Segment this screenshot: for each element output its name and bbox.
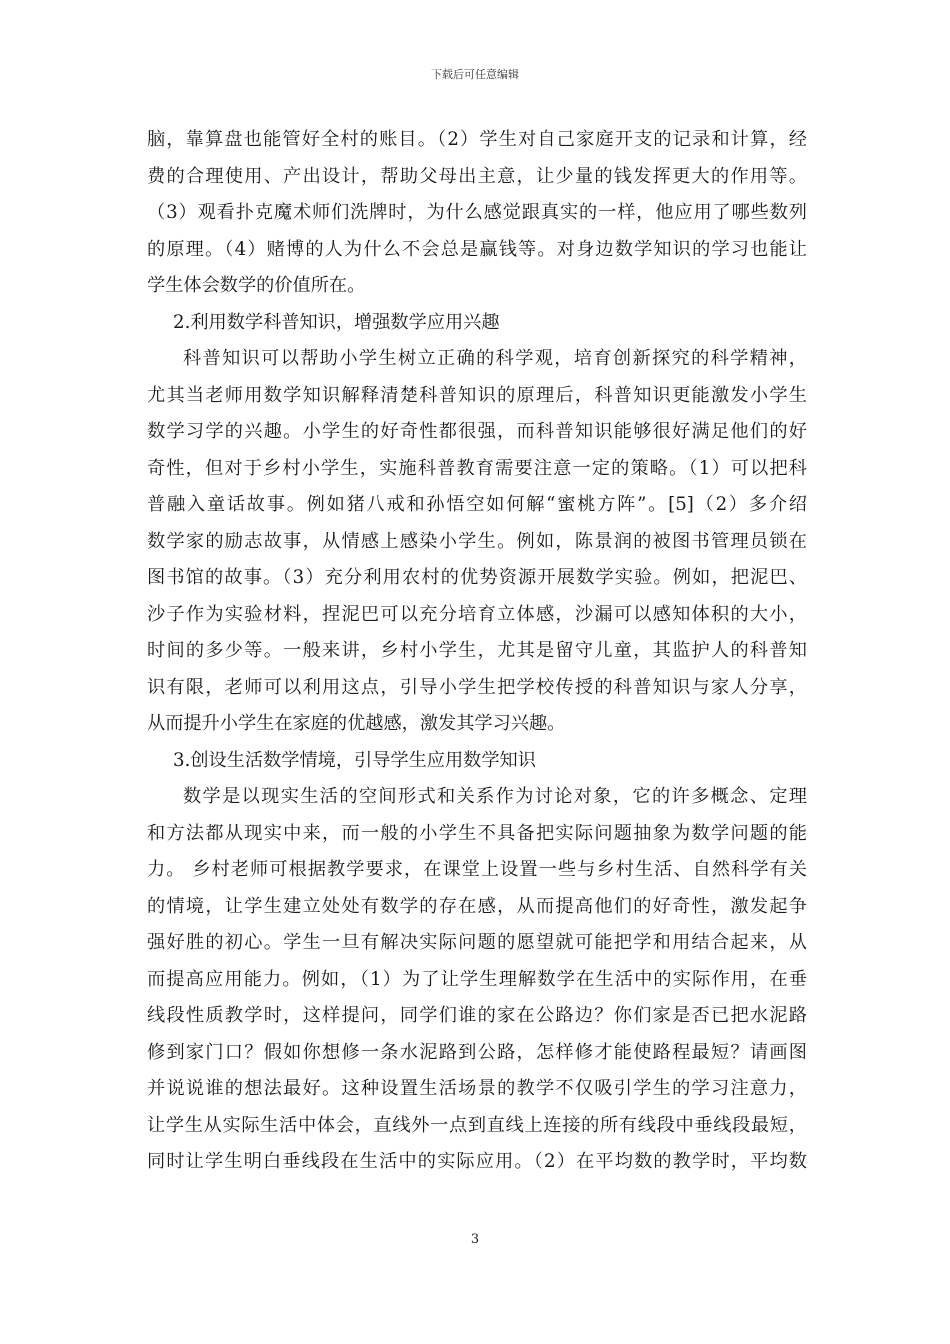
section-heading: 2.利用数学科普知识，增强数学应用兴趣 <box>173 311 500 333</box>
body-text-line: 图书馆的故事。（3）充分利用农村的优势资源开展数学实验。例如，把泥巴、 <box>147 567 807 588</box>
body-text-line: 让学生从实际生活中体会，直线外一点到直线上连接的所有线段中垂线段最短， <box>147 1114 807 1136</box>
body-text-line: 数学习学的兴趣。小学生的好奇性都很强，而科普知识能够很好满足他们的好 <box>147 421 807 442</box>
body-text-line: 脑，靠算盘也能管好全村的账目。（2）学生对自己家庭开支的记录和计算，经 <box>147 129 807 150</box>
body-text-line: 线段性质教学时，这样提问，同学们谁的家在公路边？你们家是否已把水泥路 <box>147 1005 807 1026</box>
body-text-line: （3）观看扑克魔术师们洗牌时，为什么感觉跟真实的一样，他应用了哪些数列 <box>147 202 807 223</box>
body-text-line: 修到家门口？假如你想修一条水泥路到公路，怎样修才能使路程最短？请画图 <box>147 1041 807 1063</box>
body-text-line: 沙子作为实验材料，捏泥巴可以充分培育立体感，沙漏可以感知体积的大小， <box>147 603 807 625</box>
body-text-line: 强好胜的初心。学生一旦有解决实际问题的愿望就可能把学和用结合起来，从 <box>147 932 807 953</box>
body-text-line: 和方法都从现实中来，而一般的小学生不具备把实际问题抽象为数学问题的能 <box>147 822 807 844</box>
body-text-line: 费的合理使用、产出设计，帮助父母出主意，让少量的钱发挥更大的作用等。 <box>147 165 807 187</box>
page-number: 3 <box>470 1232 480 1247</box>
body-text-line: 的情境，让学生建立处处有数学的存在感，从而提高他们的好奇性，激发起争 <box>147 895 807 917</box>
body-text-line: 数学是以现实生活的空间形式和关系作为讨论对象，它的许多概念、定理 <box>183 786 807 807</box>
body-text-line: 学生体会数学的价值所在。 <box>147 275 366 296</box>
body-text-line: 的原理。（4）赌博的人为什么不会总是赢钱等。对身边数学知识的学习也能让 <box>147 238 807 260</box>
body-text-line: 普融入童话故事。例如猪八戒和孙悟空如何解“蜜桃方阵”。[5]（2）多介绍 <box>147 494 807 515</box>
body-text-line: 尤其当老师用数学知识解释清楚科普知识的原理后，科普知识更能激发小学生 <box>147 384 807 406</box>
document-body <box>147 122 807 1181</box>
body-text-line: 并说说谁的想法最好。这种设置生活场景的教学不仅吸引学生的学习注意力， <box>147 1078 807 1099</box>
section-heading: 3.创设生活数学情境，引导学生应用数学知识 <box>173 749 536 771</box>
body-text-line: 识有限，老师可以利用这点，引导小学生把学校传授的科普知识与家人分享， <box>147 676 807 698</box>
body-text-line: 奇性，但对于乡村小学生，实施科普教育需要注意一定的策略。（1）可以把科 <box>147 457 807 479</box>
body-text-line: 从而提升小学生在家庭的优越感，激发其学习兴趣。 <box>147 713 566 734</box>
body-text-line: 数学家的励志故事，从情感上感染小学生。例如，陈景润的被图书管理员锁在 <box>147 530 807 552</box>
body-text-line: 而提高应用能力。例如，（1）为了让学生理解数学在生活中的实际作用，在垂 <box>147 968 807 990</box>
page-header: 下载后可任意编辑 <box>431 68 519 81</box>
body-text-line: 力。 乡村老师可根据教学要求，在课堂上设置一些与乡村生活、自然科学有关 <box>147 859 807 880</box>
body-text-line: 科普知识可以帮助小学生树立正确的科学观，培育创新探究的科学精神， <box>183 348 807 369</box>
body-text-line: 时间的多少等。一般来讲，乡村小学生，尤其是留守儿童，其监护人的科普知 <box>147 640 807 661</box>
body-text-line: 同时让学生明白垂线段在生活中的实际应用。（2）在平均数的教学时，平均数 <box>147 1151 807 1172</box>
